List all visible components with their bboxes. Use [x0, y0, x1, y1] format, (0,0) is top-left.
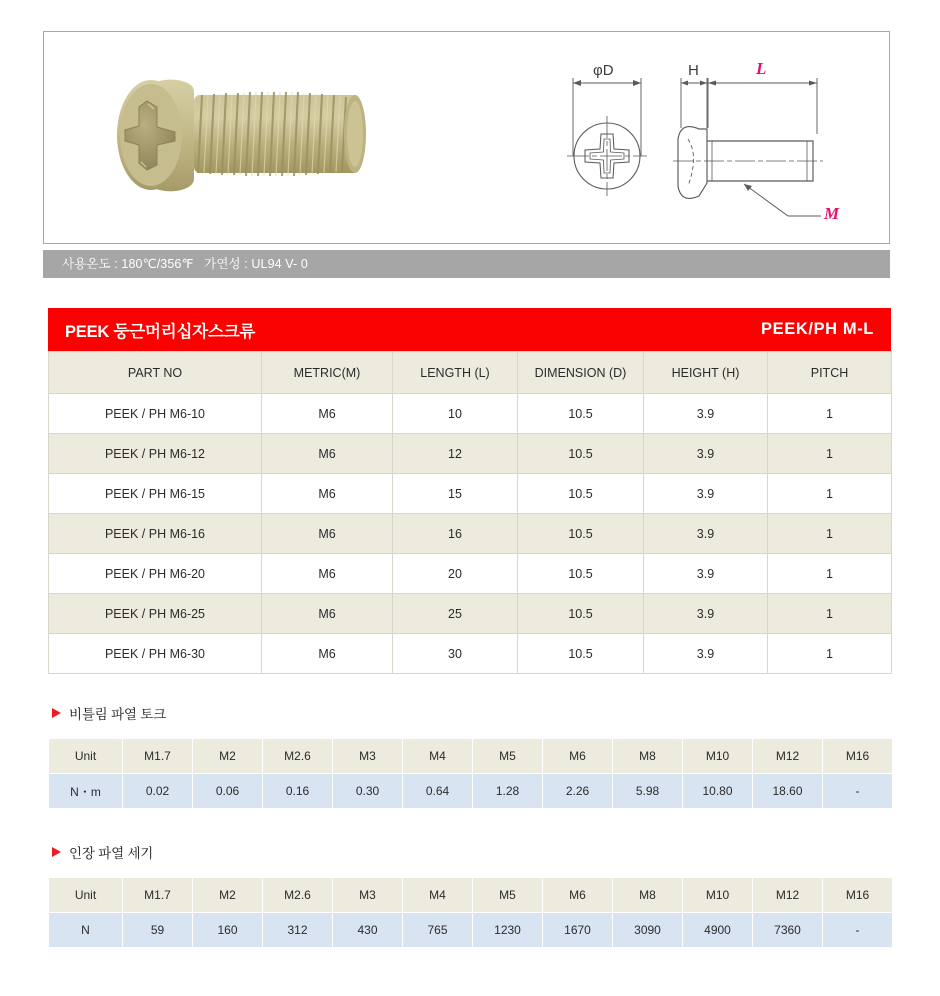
- table-row: [49, 514, 892, 554]
- dimension-label-height: H: [688, 62, 699, 79]
- tensile-value-m3: 430: [333, 913, 403, 948]
- tensile-col-m10: M10: [683, 878, 753, 913]
- product-image-panel: [43, 31, 890, 244]
- torque-value-m16: -: [823, 774, 893, 809]
- cell-metric: M6: [262, 474, 393, 514]
- table-row: [49, 554, 892, 594]
- cell-metric: M6: [262, 394, 393, 434]
- dimension-label-length: L: [756, 59, 767, 78]
- dimension-label-diameter: φD: [593, 62, 614, 79]
- tensile-value-row: [49, 913, 893, 948]
- tensile-col-m3: M3: [333, 878, 403, 913]
- tensile-table: [48, 877, 893, 948]
- torque-value-m10: 10.80: [683, 774, 753, 809]
- tensile-value-m2: 160: [193, 913, 263, 948]
- cell-height: 3.9: [644, 514, 768, 554]
- table-row: [49, 594, 892, 634]
- cell-pitch: 1: [768, 394, 892, 434]
- triangle-bullet-icon: [52, 708, 61, 718]
- screw-dimension-drawing: [541, 36, 881, 239]
- cell-part-no: PEEK / PH M6-20: [49, 554, 262, 594]
- cell-dimension: 10.5: [518, 434, 644, 474]
- cell-length: 20: [393, 554, 518, 594]
- column-header-part-no: PART NO: [49, 352, 262, 394]
- cell-metric: M6: [262, 434, 393, 474]
- cell-part-no: PEEK / PH M6-25: [49, 594, 262, 634]
- tensile-value-m10: 4900: [683, 913, 753, 948]
- torque-table-section: [48, 738, 893, 809]
- table-header-row: [49, 352, 892, 394]
- cell-dimension: 10.5: [518, 514, 644, 554]
- torque-value-m8: 5.98: [613, 774, 683, 809]
- torque-col-m5: M5: [473, 739, 543, 774]
- cell-length: 15: [393, 474, 518, 514]
- tensile-value-m12: 7360: [753, 913, 823, 948]
- cell-pitch: 1: [768, 594, 892, 634]
- screw-photo: [99, 77, 439, 217]
- cell-dimension: 10.5: [518, 474, 644, 514]
- tensile-col-m5: M5: [473, 878, 543, 913]
- column-header-pitch: PITCH: [768, 352, 892, 394]
- tensile-col-m4: M4: [403, 878, 473, 913]
- tensile-value-m4: 765: [403, 913, 473, 948]
- column-header-height: HEIGHT (H): [644, 352, 768, 394]
- dimension-label-metric: M: [824, 204, 840, 223]
- cell-pitch: 1: [768, 634, 892, 674]
- cell-dimension: 10.5: [518, 594, 644, 634]
- cell-dimension: 10.5: [518, 394, 644, 434]
- torque-col-m2-6: M2.6: [263, 739, 333, 774]
- tensile-section-heading: [52, 842, 153, 862]
- torque-value-m3: 0.30: [333, 774, 403, 809]
- cell-metric: M6: [262, 514, 393, 554]
- cell-length: 25: [393, 594, 518, 634]
- torque-value-m4: 0.64: [403, 774, 473, 809]
- cell-length: 30: [393, 634, 518, 674]
- banner-product-code: PEEK/PH M-L: [761, 320, 874, 338]
- cell-dimension: 10.5: [518, 634, 644, 674]
- tensile-value-m8: 3090: [613, 913, 683, 948]
- cell-pitch: 1: [768, 434, 892, 474]
- torque-heading-label: 비틀림 파열 토크: [69, 707, 166, 722]
- tensile-value-m5: 1230: [473, 913, 543, 948]
- tensile-table-section: [48, 877, 893, 948]
- torque-section-heading: [52, 703, 166, 723]
- main-table-banner: [48, 308, 891, 351]
- column-header-length: LENGTH (L): [393, 352, 518, 394]
- cell-metric: M6: [262, 554, 393, 594]
- torque-col-m2: M2: [193, 739, 263, 774]
- torque-value-m12: 18.60: [753, 774, 823, 809]
- tensile-header-row: [49, 878, 893, 913]
- cell-dimension: 10.5: [518, 554, 644, 594]
- cell-part-no: PEEK / PH M6-16: [49, 514, 262, 554]
- tensile-col-m2: M2: [193, 878, 263, 913]
- product-photo-area: [44, 32, 514, 243]
- cell-part-no: PEEK / PH M6-10: [49, 394, 262, 434]
- torque-col-m3: M3: [333, 739, 403, 774]
- tensile-value-m1-7: 59: [123, 913, 193, 948]
- cell-pitch: 1: [768, 514, 892, 554]
- product-spec-table: [48, 351, 892, 674]
- torque-table: [48, 738, 893, 809]
- table-row: [49, 394, 892, 434]
- torque-col-m10: M10: [683, 739, 753, 774]
- tensile-col-m6: M6: [543, 878, 613, 913]
- cell-length: 12: [393, 434, 518, 474]
- cell-pitch: 1: [768, 474, 892, 514]
- main-product-table-section: [48, 308, 891, 674]
- tensile-col-m2-6: M2.6: [263, 878, 333, 913]
- torque-col-m4: M4: [403, 739, 473, 774]
- cell-length: 10: [393, 394, 518, 434]
- tensile-value-m2-6: 312: [263, 913, 333, 948]
- tensile-unit-value: N: [49, 913, 123, 948]
- cell-height: 3.9: [644, 474, 768, 514]
- cell-part-no: PEEK / PH M6-30: [49, 634, 262, 674]
- triangle-bullet-icon: [52, 847, 61, 857]
- tensile-col-unit: Unit: [49, 878, 123, 913]
- cell-height: 3.9: [644, 634, 768, 674]
- cell-part-no: PEEK / PH M6-12: [49, 434, 262, 474]
- table-row: [49, 474, 892, 514]
- torque-col-m1-7: M1.7: [123, 739, 193, 774]
- tensile-value-m16: -: [823, 913, 893, 948]
- cell-height: 3.9: [644, 394, 768, 434]
- torque-col-m6: M6: [543, 739, 613, 774]
- cell-metric: M6: [262, 594, 393, 634]
- torque-value-row: [49, 774, 893, 809]
- column-header-dimension: DIMENSION (D): [518, 352, 644, 394]
- torque-value-m6: 2.26: [543, 774, 613, 809]
- cell-pitch: 1: [768, 554, 892, 594]
- cell-height: 3.9: [644, 594, 768, 634]
- tensile-value-m6: 1670: [543, 913, 613, 948]
- tensile-heading-label: 인장 파열 세기: [69, 846, 154, 861]
- cell-metric: M6: [262, 634, 393, 674]
- column-header-metric: METRIC(M): [262, 352, 393, 394]
- temperature-flammability-band: 사용온도 : 180℃/356℉ 가연성 : UL94 V- 0: [43, 250, 890, 278]
- torque-value-m1-7: 0.02: [123, 774, 193, 809]
- cell-height: 3.9: [644, 434, 768, 474]
- torque-col-m12: M12: [753, 739, 823, 774]
- torque-value-m2: 0.06: [193, 774, 263, 809]
- torque-header-row: [49, 739, 893, 774]
- torque-value-m2-6: 0.16: [263, 774, 333, 809]
- tensile-col-m1-7: M1.7: [123, 878, 193, 913]
- cell-part-no: PEEK / PH M6-15: [49, 474, 262, 514]
- torque-col-unit: Unit: [49, 739, 123, 774]
- cell-height: 3.9: [644, 554, 768, 594]
- torque-value-m5: 1.28: [473, 774, 543, 809]
- torque-col-m8: M8: [613, 739, 683, 774]
- tensile-col-m16: M16: [823, 878, 893, 913]
- table-row: [49, 634, 892, 674]
- torque-col-m16: M16: [823, 739, 893, 774]
- table-row: [49, 434, 892, 474]
- technical-drawing-area: [541, 36, 881, 239]
- banner-product-name: PEEK 둥근머리십자스크류: [65, 322, 256, 341]
- tensile-col-m8: M8: [613, 878, 683, 913]
- tensile-col-m12: M12: [753, 878, 823, 913]
- cell-length: 16: [393, 514, 518, 554]
- torque-unit-value: N・m: [49, 774, 123, 809]
